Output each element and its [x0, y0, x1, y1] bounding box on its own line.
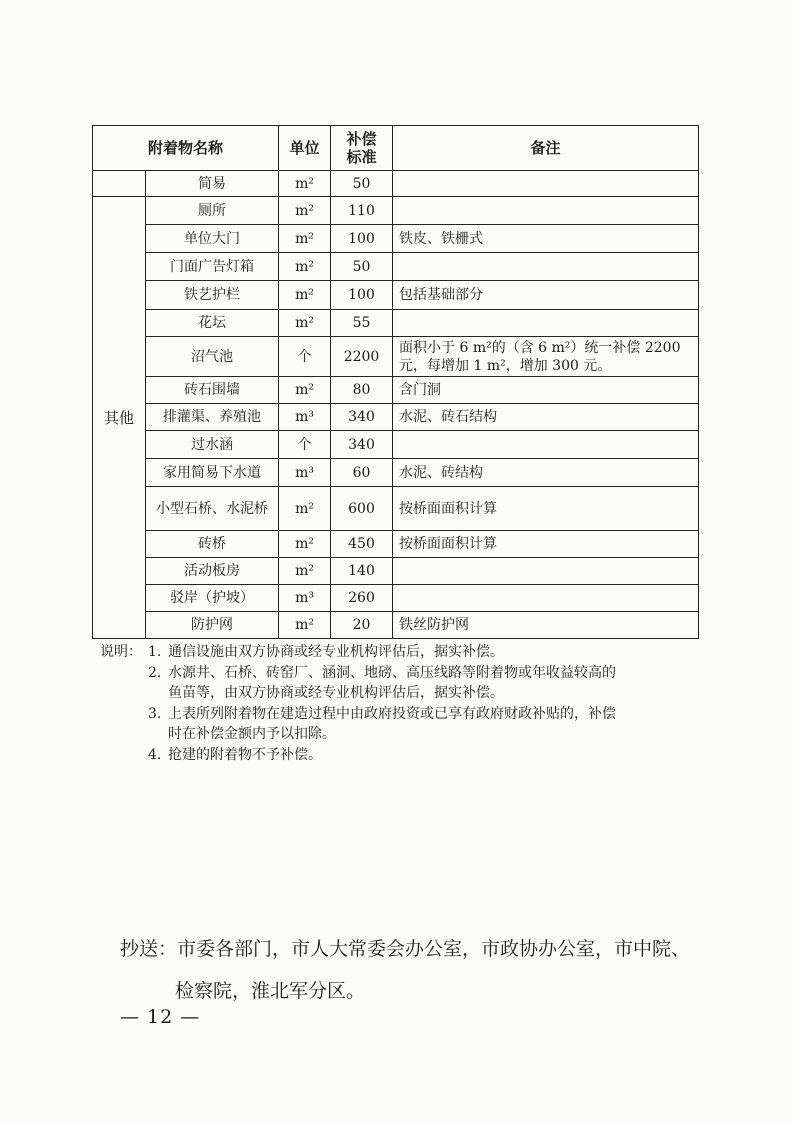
item-value: 80 — [331, 377, 393, 404]
cc-line-2: 检察院，淮北军分区。 — [175, 980, 366, 1002]
note-text: 通信设施由双方协商或经专业机构评估后，据实补偿。 — [168, 644, 504, 660]
item-name: 厕所 — [146, 197, 279, 225]
item-remark — [393, 171, 699, 197]
item-unit: m² — [279, 281, 331, 310]
item-name: 砖桥 — [146, 531, 279, 558]
table-row — [93, 612, 699, 639]
table-body — [93, 171, 699, 639]
table-header-row — [93, 126, 699, 171]
table-row — [93, 531, 699, 558]
note-text: 上表所列附着物在建造过程中由政府投资或已享有政府财政补贴的，补偿 — [168, 705, 616, 722]
cc-section — [120, 928, 690, 1012]
table-row — [93, 225, 699, 253]
table-row — [93, 253, 699, 281]
header-name: 附着物名称 — [93, 126, 279, 171]
item-remark: 水泥、砖石结构 — [393, 404, 699, 431]
item-value: 450 — [331, 531, 393, 558]
item-value: 50 — [331, 253, 393, 281]
item-name: 活动板房 — [146, 558, 279, 585]
item-value: 600 — [331, 487, 393, 531]
item-name: 花坛 — [146, 310, 279, 337]
item-unit: m² — [279, 487, 331, 531]
item-name: 铁艺护栏 — [146, 281, 279, 310]
note-number: 4. — [148, 746, 162, 763]
item-unit: m² — [279, 197, 331, 225]
item-remark: 面积小于 6 m²的（含 6 m²）统一补偿 2200 元，每增加 1 m²，增加 300 元。 — [393, 337, 699, 377]
note-text: 时在补偿金额内予以扣除。 — [168, 726, 336, 742]
item-name: 门面广告灯箱 — [146, 253, 279, 281]
note-line — [100, 745, 700, 766]
item-name: 防护网 — [146, 612, 279, 639]
item-value: 110 — [331, 197, 393, 225]
item-name: 过水涵 — [146, 431, 279, 459]
item-value: 60 — [331, 459, 393, 487]
note-line — [100, 683, 700, 704]
item-name: 砖石围墙 — [146, 377, 279, 404]
table-row — [93, 487, 699, 531]
item-unit: m² — [279, 171, 331, 197]
table-row — [93, 171, 699, 197]
table-row — [93, 404, 699, 431]
item-unit: m² — [279, 253, 331, 281]
item-name: 排灌渠、养殖池 — [146, 404, 279, 431]
note-line — [100, 704, 700, 725]
item-remark — [393, 197, 699, 225]
notes-section — [100, 642, 700, 765]
item-remark — [393, 558, 699, 585]
item-remark — [393, 585, 699, 612]
table-row — [93, 585, 699, 612]
item-unit: m³ — [279, 404, 331, 431]
note-text: 抢建的附着物不予补偿。 — [168, 746, 322, 763]
note-number: 3. — [148, 705, 162, 722]
item-value: 340 — [331, 404, 393, 431]
header-standard — [331, 126, 393, 171]
item-remark: 含门洞 — [393, 377, 699, 404]
item-unit: m² — [279, 225, 331, 253]
note-line — [100, 642, 700, 663]
notes-label: 说明： — [100, 644, 142, 660]
item-remark — [393, 253, 699, 281]
item-unit: m² — [279, 612, 331, 639]
item-value: 260 — [331, 585, 393, 612]
item-unit: m² — [279, 377, 331, 404]
table-row — [93, 431, 699, 459]
table-row — [93, 377, 699, 404]
note-number: 2. — [148, 664, 162, 681]
item-name: 单位大门 — [146, 225, 279, 253]
item-unit: m² — [279, 531, 331, 558]
page-number: — 12 — — [120, 1006, 201, 1028]
note-line — [100, 663, 700, 684]
item-remark — [393, 310, 699, 337]
note-text: 水源井、石桥、砖窑厂、涵洞、地磅、高压线路等附着物或年收益较高的 — [168, 664, 616, 681]
item-value: 20 — [331, 612, 393, 639]
item-name: 简易 — [146, 171, 279, 197]
table-row — [93, 558, 699, 585]
item-remark: 铁丝防护网 — [393, 612, 699, 639]
table-row — [93, 197, 699, 225]
item-unit: 个 — [279, 337, 331, 377]
item-value: 50 — [331, 171, 393, 197]
item-value: 2200 — [331, 337, 393, 377]
item-unit: 个 — [279, 431, 331, 459]
item-unit: m² — [279, 310, 331, 337]
table-row — [93, 337, 699, 377]
item-remark: 按桥面面积计算 — [393, 531, 699, 558]
item-remark: 铁皮、铁栅式 — [393, 225, 699, 253]
item-value: 340 — [331, 431, 393, 459]
table-row — [93, 459, 699, 487]
category-cell-empty — [93, 171, 146, 197]
table-row — [93, 281, 699, 310]
note-text: 鱼苗等，由双方协商或经专业机构评估后，据实补偿。 — [168, 685, 504, 701]
item-value: 140 — [331, 558, 393, 585]
cc-line-1: 抄送：市委各部门，市人大常委会办公室，市政协办公室，市中院、 — [120, 938, 691, 960]
item-name: 家用简易下水道 — [146, 459, 279, 487]
header-remark: 备注 — [393, 126, 699, 171]
item-value: 100 — [331, 225, 393, 253]
note-line — [100, 724, 700, 745]
header-unit: 单位 — [279, 126, 331, 171]
item-name: 沼气池 — [146, 337, 279, 377]
item-unit: m² — [279, 558, 331, 585]
header-standard-line2: 标准 — [346, 148, 377, 166]
header-standard-line1: 补偿 — [346, 130, 377, 148]
item-value: 55 — [331, 310, 393, 337]
item-name: 小型石桥、水泥桥 — [146, 487, 279, 531]
item-remark: 包括基础部分 — [393, 281, 699, 310]
compensation-table — [92, 125, 699, 639]
item-remark: 按桥面面积计算 — [393, 487, 699, 531]
item-remark: 水泥、砖结构 — [393, 459, 699, 487]
category-cell: 其他 — [93, 197, 146, 639]
item-unit: m³ — [279, 459, 331, 487]
item-unit: m³ — [279, 585, 331, 612]
item-name: 驳岸（护坡） — [146, 585, 279, 612]
table-row — [93, 310, 699, 337]
note-number: 1. — [148, 644, 162, 660]
item-value: 100 — [331, 281, 393, 310]
item-remark — [393, 431, 699, 459]
